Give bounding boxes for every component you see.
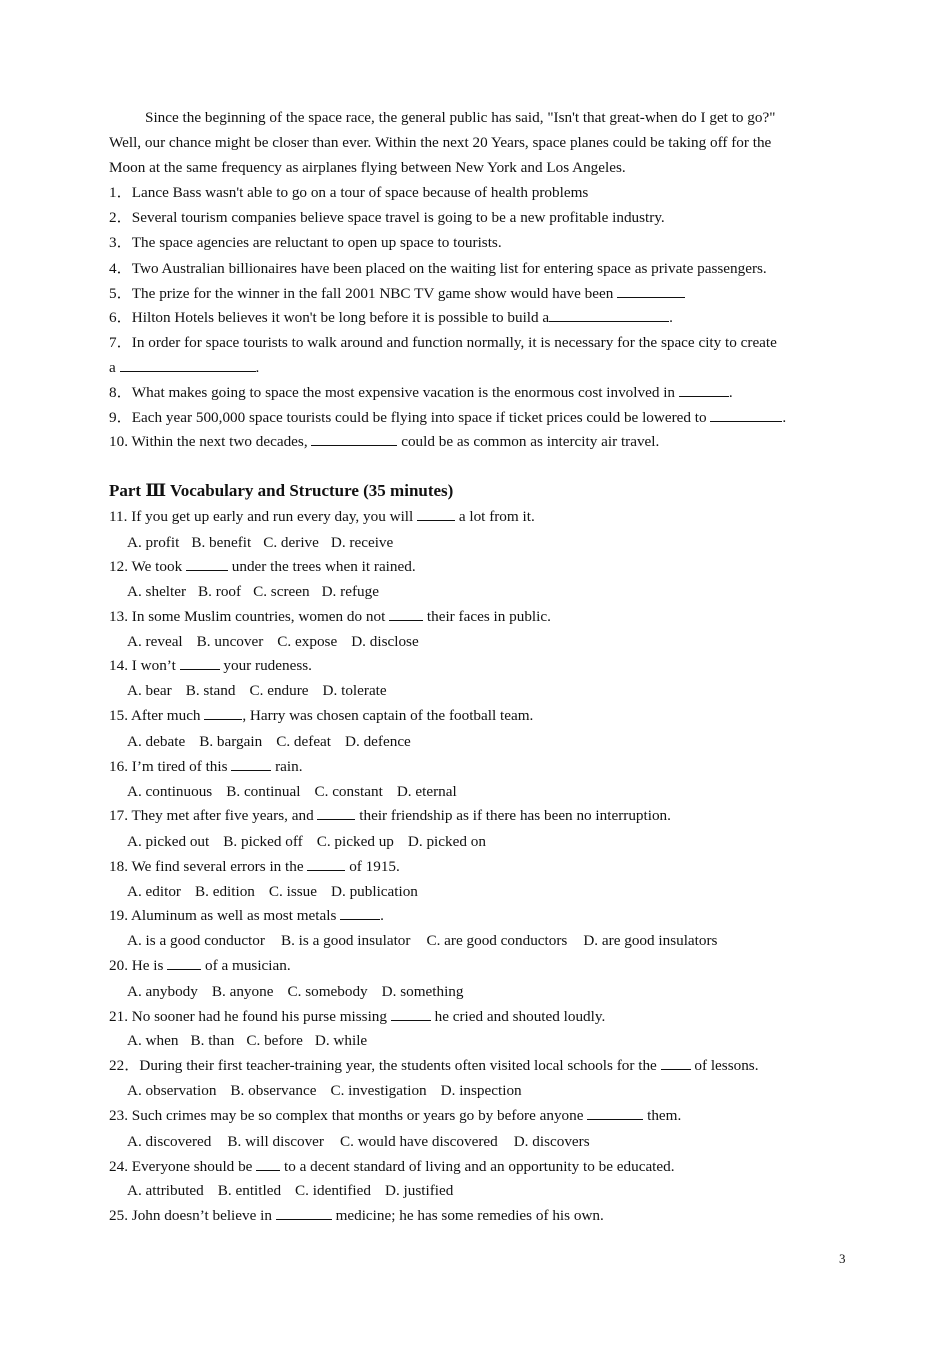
question-19 [109,906,853,926]
answer-options [127,1081,871,1101]
answer-option[interactable]: D. picked on [407,833,486,850]
answer-blank[interactable] [120,358,256,372]
answer-option[interactable]: C. are good conductors [426,932,568,949]
question-5: 5．The prize for the winner in the fall 2001 NBC TV game show would have been [109,284,853,304]
question-stem: 17. They met after five years, and [109,807,314,824]
question-18 [109,857,853,877]
question-stem-end: of a musician. [205,957,291,974]
answer-blank[interactable] [661,1056,691,1070]
statement-4: 4．Two Australian billionaires have been placed on the waiting list for entering space as private passengers. [109,260,767,277]
answer-option[interactable]: D. while [314,1032,368,1049]
answer-option[interactable]: C. constant [314,783,383,800]
answer-option[interactable]: A. observation [127,1082,217,1099]
answer-option[interactable]: A. bear [127,682,172,699]
question-13 [109,607,853,627]
answer-option[interactable]: A. reveal [127,633,183,650]
page-number: 3 [839,1251,846,1266]
question-stem: 15. After much [109,707,201,724]
question-stem: 19. Aluminum as well as most metals [109,907,337,924]
answer-option[interactable]: D. defence [345,733,411,750]
answer-blank[interactable] [307,857,345,871]
answer-option[interactable]: D. receive [330,534,394,551]
answer-option[interactable]: A. attributed [127,1182,204,1199]
answer-option[interactable]: C. screen [253,583,310,600]
answer-blank[interactable] [180,656,220,670]
question-11 [109,507,853,527]
question-stem-end: . [380,907,384,924]
question-stem: 25. John doesn’t believe in [109,1207,272,1224]
question-stem: 22．During their first teacher-training year, the students often visited local schools for the [109,1057,657,1074]
answer-option[interactable]: D. tolerate [322,682,387,699]
answer-option[interactable]: B. roof [198,583,242,600]
question-stem: 12. We took [109,558,183,575]
answer-blank[interactable] [204,706,242,720]
answer-option[interactable]: B. benefit [191,534,252,551]
answer-blank[interactable] [276,1206,332,1220]
answer-options [127,681,871,701]
question-stem: 11. If you get up early and run every day, you will [109,508,414,525]
question-15 [109,706,853,726]
answer-option[interactable]: B. entitled [217,1182,282,1199]
answer-blank[interactable] [231,757,271,771]
answer-option[interactable]: A. when [127,1032,179,1049]
answer-options [127,632,871,652]
question-stem-end: their friendship as if there has been no interruption. [359,807,671,824]
question-stem-end: medicine; he has some remedies of his own. [335,1207,604,1224]
answer-option[interactable]: B. will discover [227,1133,324,1150]
answer-option[interactable]: D. publication [331,883,418,900]
question-stem-end: to a decent standard of living and an opportunity to be educated. [284,1158,675,1175]
answer-options [127,832,871,852]
answer-options [127,982,871,1002]
answer-option[interactable]: B. edition [195,883,255,900]
question-16 [109,757,853,777]
passage-line: Well, our chance might be closer than ever. Within the next 20 Years, space planes could be taking off for the [109,134,772,151]
answer-blank[interactable] [391,1007,431,1021]
section-heading: Part Ⅲ Vocabulary and Structure (35 minutes) [109,481,454,500]
answer-blank[interactable] [587,1106,643,1120]
question-stem: 18. We find several errors in the [109,858,304,875]
passage-line: Since the beginning of the space race, the general public has said, "Isn't that great-when do I get to go?" [145,109,776,126]
question-22 [109,1056,853,1076]
question-21 [109,1007,853,1027]
question-10: 10. Within the next two decades, could be as common as intercity air travel. [109,433,660,450]
answer-blank[interactable] [167,956,201,970]
answer-option[interactable]: B. bargain [199,733,263,750]
answer-option[interactable]: A. is a good conductor [127,932,265,949]
question-stem: 23. Such crimes may be so complex that months or years go by before anyone [109,1107,584,1124]
answer-option[interactable]: B. stand [185,682,236,699]
question-stem: 20. He is [109,957,164,974]
answer-blank[interactable] [389,607,423,621]
question-stem: 14. I won’t [109,657,176,674]
question-8: 8．What makes going to space the most expensive vacation is the enormous cost involved in . [109,384,733,401]
question-12 [109,557,853,577]
answer-option[interactable]: C. defeat [276,733,332,750]
question-7-continued: a . [109,359,260,376]
question-stem-end: rain. [275,758,303,775]
answer-blank[interactable] [617,284,685,298]
answer-option[interactable]: A. continuous [127,783,213,800]
answer-option[interactable]: D. something [381,983,464,1000]
answer-option[interactable]: A. profit [127,534,180,551]
answer-blank[interactable] [679,383,729,397]
answer-option[interactable]: C. picked up [316,833,394,850]
answer-options [127,1132,871,1152]
answer-blank[interactable] [710,408,782,422]
answer-option[interactable]: C. issue [268,883,318,900]
answer-options [127,782,871,802]
question-stem: 24. Everyone should be [109,1158,253,1175]
answer-option[interactable]: B. anyone [211,983,274,1000]
answer-option[interactable]: D. justified [384,1182,454,1199]
question-stem-end: a lot from it. [458,508,535,525]
question-25 [109,1206,853,1226]
question-14 [109,656,853,676]
answer-option[interactable]: D. discovers [513,1133,590,1150]
answer-options [127,882,871,902]
answer-option[interactable]: A. editor [127,883,181,900]
answer-option[interactable]: C. expose [277,633,338,650]
answer-option[interactable]: C. would have discovered [339,1133,498,1150]
answer-blank[interactable] [317,806,355,820]
answer-option[interactable]: D. eternal [396,783,457,800]
answer-option[interactable]: A. debate [127,733,186,750]
question-stem-end: , Harry was chosen captain of the football team. [242,707,534,724]
answer-option[interactable]: A. anybody [127,983,198,1000]
question-17 [109,806,853,826]
answer-option[interactable]: D. are good insulators [583,932,718,949]
answer-option[interactable]: C. investigation [330,1082,427,1099]
answer-blank[interactable] [311,432,397,446]
answer-options [127,582,871,602]
passage-line: Moon at the same frequency as airplanes flying between New York and Los Angeles. [109,159,626,176]
question-stem-end: them. [647,1107,682,1124]
answer-blank[interactable] [186,557,228,571]
answer-option[interactable]: B. observance [230,1082,317,1099]
answer-option[interactable]: A. discovered [127,1133,212,1150]
question-stem: 16. I’m tired of this [109,758,228,775]
answer-options [127,533,871,553]
answer-blank[interactable] [340,906,380,920]
question-24 [109,1157,853,1177]
question-stem-end: your rudeness. [223,657,312,674]
answer-option[interactable]: C. before [246,1032,303,1049]
answer-option[interactable]: A. picked out [127,833,210,850]
question-stem-end: their faces in public. [426,608,551,625]
answer-option[interactable]: D. refuge [321,583,379,600]
answer-option[interactable]: B. is a good insulator [280,932,411,949]
answer-option[interactable]: A. shelter [127,583,187,600]
answer-options [127,1181,871,1201]
answer-options [127,1031,871,1051]
answer-option[interactable]: C. identified [295,1182,371,1199]
statement-3: 3．The space agencies are reluctant to open up space to tourists. [109,234,502,251]
question-stem-end: of lessons. [694,1057,759,1074]
answer-option[interactable]: C. endure [249,682,309,699]
question-23 [109,1106,853,1126]
answer-option[interactable]: C. somebody [287,983,368,1000]
question-7: 7．In order for space tourists to walk around and function normally, it is necessary for the space city to create [109,334,777,351]
answer-option[interactable]: D. disclose [351,633,419,650]
answer-option[interactable]: B. picked off [223,833,303,850]
answer-options [127,931,871,951]
question-stem: 13. In some Muslim countries, women do not [109,608,386,625]
answer-option[interactable]: B. than [190,1032,235,1049]
question-20 [109,956,853,976]
answer-option[interactable]: B. continual [226,783,301,800]
question-stem-end: under the trees when it rained. [231,558,416,575]
question-stem-end: he cried and shouted loudly. [434,1008,606,1025]
answer-blank[interactable] [417,507,455,521]
question-6: 6．Hilton Hotels believes it won't be long before it is possible to build a . [109,309,673,326]
question-stem-end: of 1915. [349,858,400,875]
statement-2: 2．Several tourism companies believe space travel is going to be a new profitable industry. [109,209,665,226]
statement-1: 1．Lance Bass wasn't able to go on a tour of space because of health problems [109,184,589,201]
answer-option[interactable]: D. inspection [440,1082,522,1099]
answer-option[interactable]: C. derive [263,534,319,551]
answer-option[interactable]: B. uncover [196,633,264,650]
question-9: 9．Each year 500,000 space tourists could be flying into space if ticket prices could be lowered to . [109,409,787,426]
answer-blank[interactable] [549,308,669,322]
answer-options [127,732,871,752]
answer-blank[interactable] [256,1157,280,1171]
question-stem: 21. No sooner had he found his purse missing [109,1008,387,1025]
